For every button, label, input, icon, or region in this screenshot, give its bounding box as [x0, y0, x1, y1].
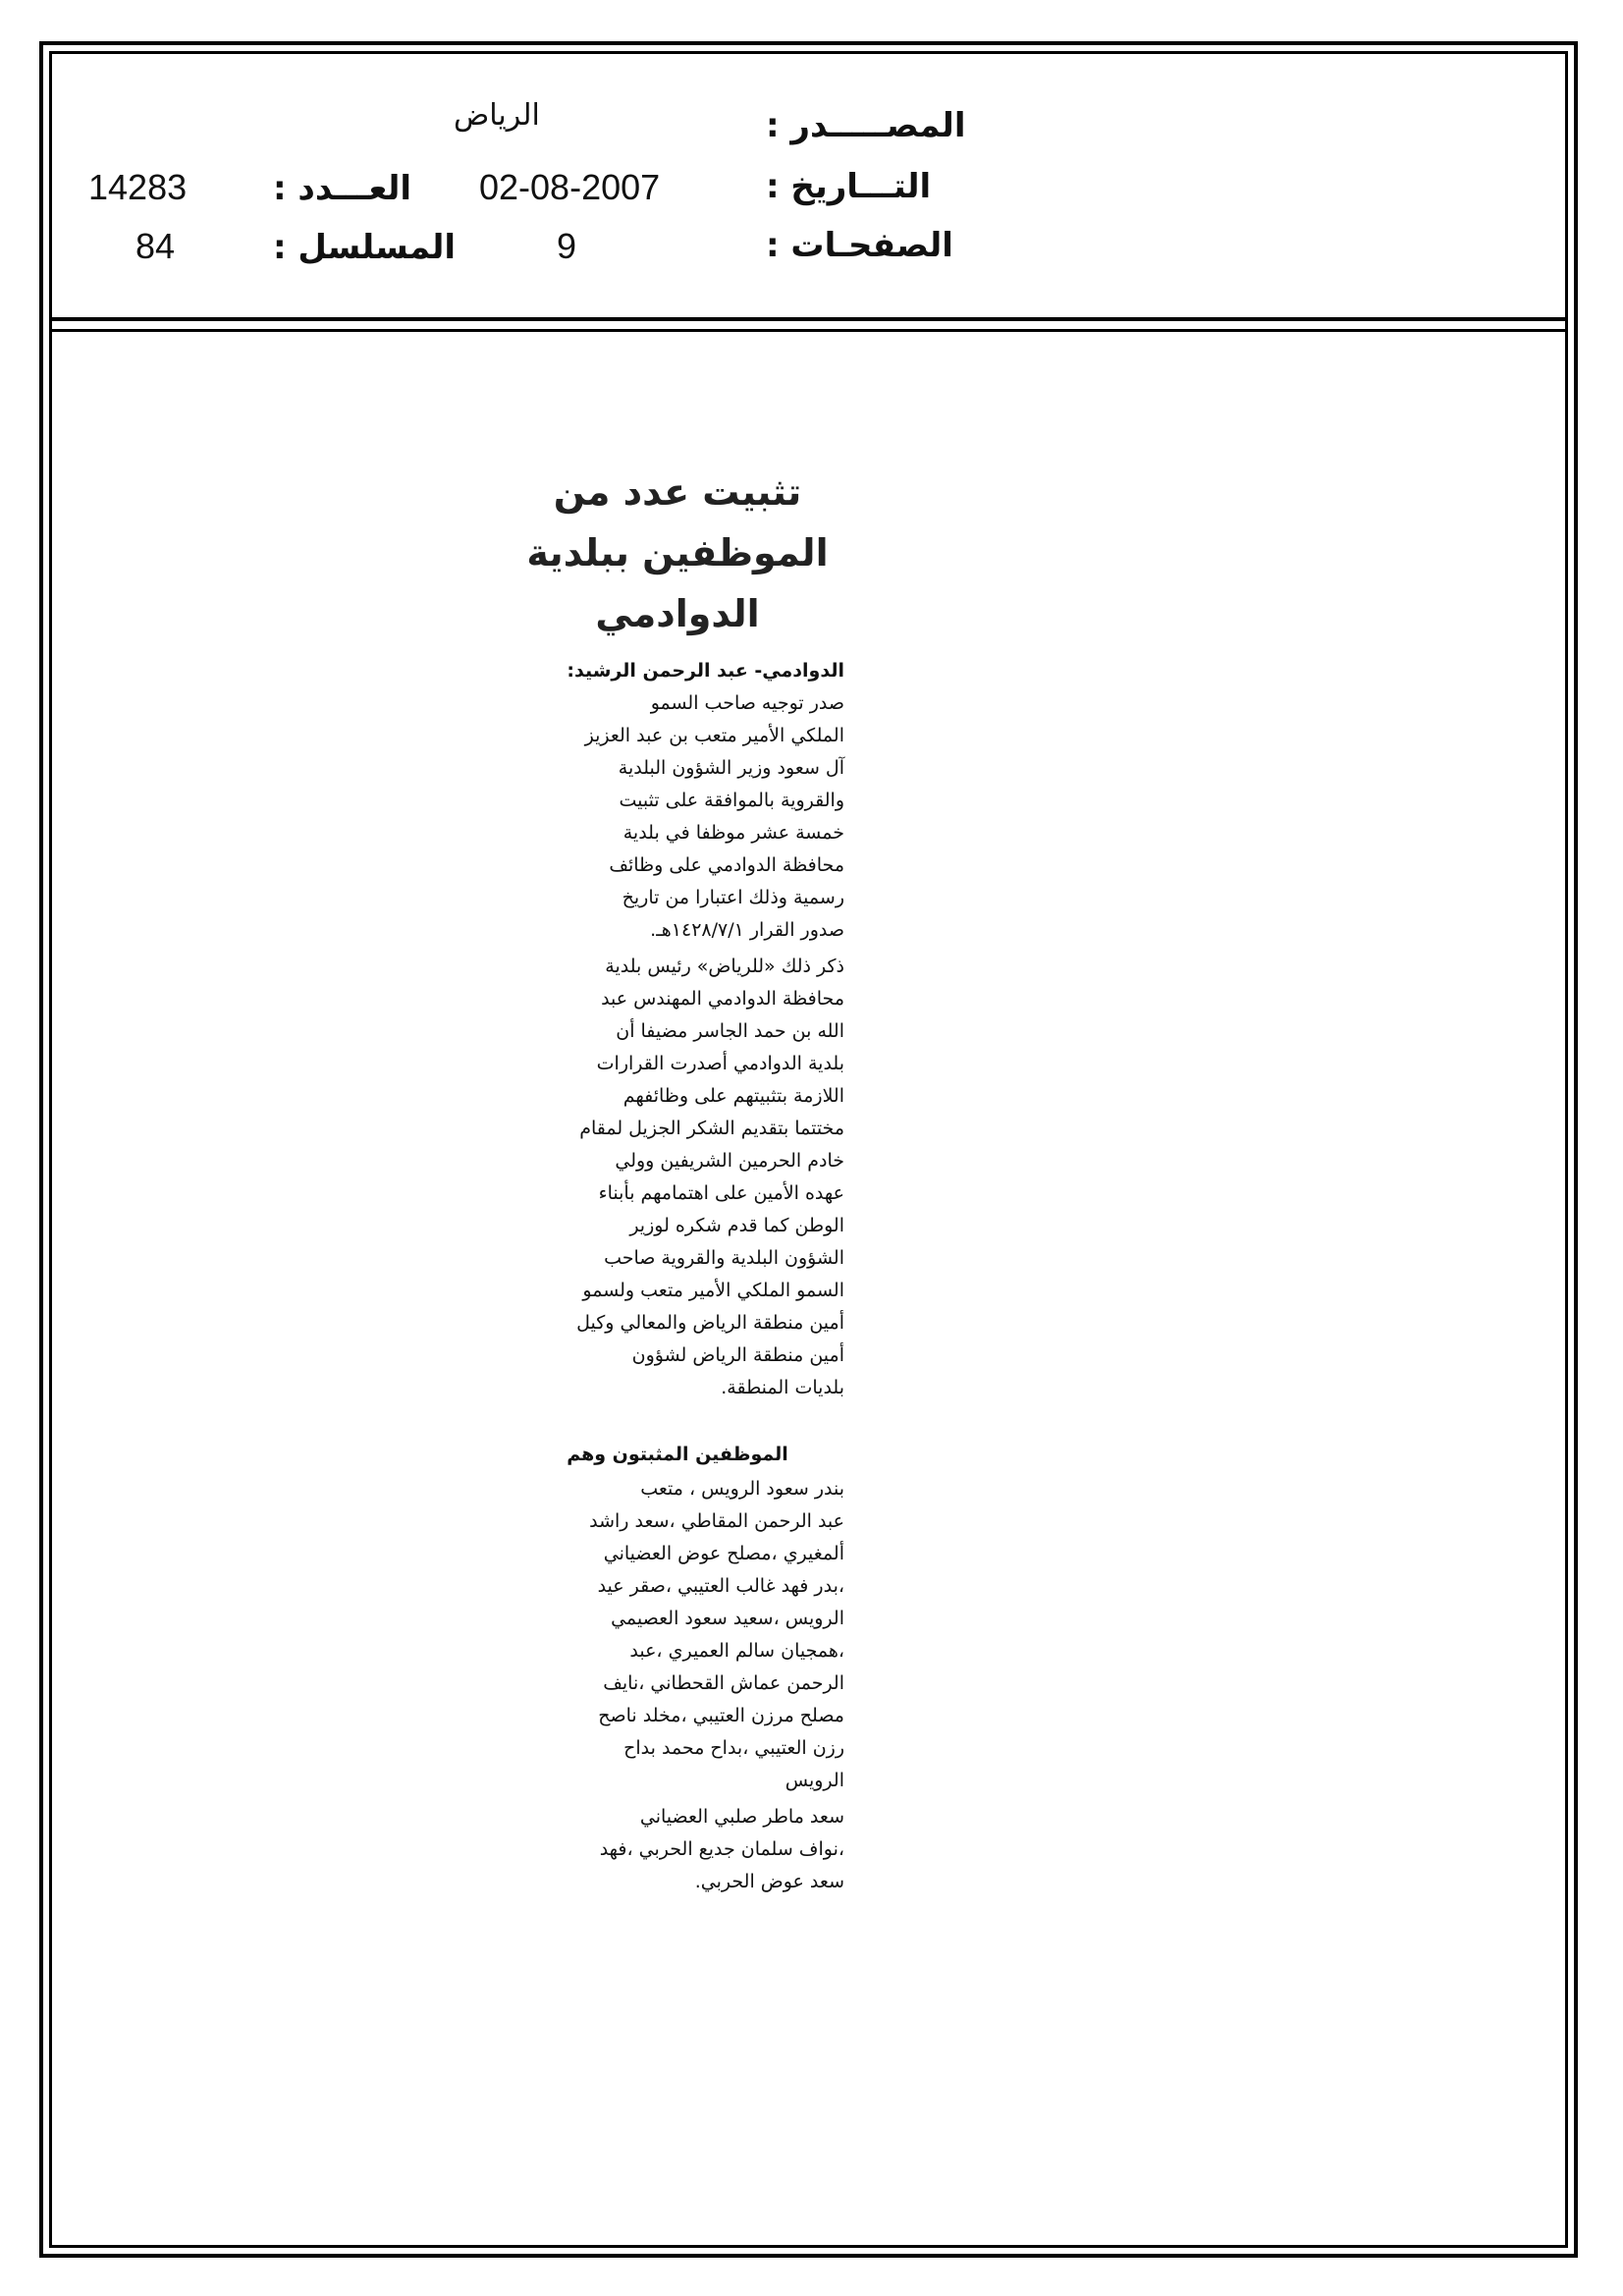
text-line: الوطن كما قدم شكره لوزير — [629, 1215, 844, 1236]
text-line: ذكر ذلك «للرياض» رئيس بلدية — [605, 956, 844, 977]
serial-value: 84 — [135, 226, 176, 266]
text-line: آل سعود وزير الشؤون البلدية — [618, 757, 844, 779]
source-value: الرياض — [454, 98, 540, 133]
text-line: الرويس ،سعيد سعود العصيمي — [611, 1608, 844, 1629]
headline-line-2: الموظفين ببلدية — [526, 531, 829, 574]
text-line: اللازمة بتثبيتهم على وظائفهم — [622, 1085, 844, 1107]
article-subheading: الموظفين المثبتون وهم — [567, 1444, 788, 1465]
text-line: أمين منطقة الرياض لشؤون — [631, 1344, 844, 1366]
text-line: مختتما بتقديم الشكر الجزيل لمقام — [579, 1118, 844, 1139]
text-line: خادم الحرمين الشريفين وولي — [615, 1150, 844, 1172]
text-line: ،بدر فهد غالب العتيبي ،صقر عيد — [597, 1575, 844, 1597]
text-line: خمسة عشر موظفا في بلدية — [622, 822, 844, 844]
text-line: مصلح مرزن العتيبي ،مخلد ناصح — [598, 1705, 844, 1726]
text-line: بندر سعود الرويس ، متعب — [640, 1478, 844, 1500]
text-line: رزن العتيبي ،بداح محمد بداح — [623, 1737, 844, 1759]
serial-label: المسلسل : — [273, 228, 457, 267]
text-line: الرحمن عماش القحطاني ،نايف — [603, 1672, 844, 1694]
text-line: عبد الرحمن المقاطي ،سعد راشد — [589, 1510, 844, 1532]
text-line: سعد عوض الحربي. — [694, 1871, 844, 1892]
header-divider-inner — [49, 329, 1568, 332]
article-paragraph-4 — [511, 1801, 844, 1898]
text-line: ،نواف سلمان جديع الحربي ،فهد — [599, 1838, 844, 1860]
article-byline: الدوادمي- عبد الرحمن الرشيد: — [567, 660, 844, 682]
text-line: صدر توجيه صاحب السمو — [650, 692, 844, 714]
text-line: بلدية الدوادمي أصدرت القرارات — [596, 1053, 844, 1074]
issue-label: العـــدد : — [273, 169, 411, 208]
text-line: الملكي الأمير متعب بن عبد العزيز — [584, 725, 844, 746]
text-line: ألمغيري ،مصلح عوض العضياني — [603, 1543, 844, 1564]
pages-value: 9 — [557, 226, 577, 266]
text-line: السمو الملكي الأمير متعب ولسمو — [582, 1280, 844, 1301]
text-line: الله بن حمد الجاسر مضيفا أن — [616, 1020, 844, 1042]
date-label: التـــاريخ : — [766, 167, 932, 206]
text-line: أمين منطقة الرياض والمعالي وكيل — [576, 1312, 844, 1334]
article-headline — [491, 462, 864, 644]
text-line: صدور القرار ١٤٢٨/٧/١هـ. — [650, 919, 844, 941]
issue-value: 14283 — [88, 167, 188, 207]
source-label: المصـــــدر : — [766, 106, 966, 145]
article-paragraph-2 — [511, 951, 844, 1404]
text-line: الشؤون البلدية والقروية صاحب — [604, 1247, 844, 1269]
text-line: الرويس — [784, 1770, 844, 1791]
article-paragraph-1 — [511, 687, 844, 947]
text-line: محافظة الدوادمي المهندس عبد — [601, 988, 844, 1010]
text-line: رسمية وذلك اعتبارا من تاريخ — [622, 887, 844, 908]
date-value: 02-08-2007 — [479, 167, 661, 207]
text-line: ،همجيان سالم العميري ،عبد — [629, 1640, 844, 1662]
text-line: عهده الأمين على اهتمامهم بأبناء — [598, 1182, 844, 1204]
text-line: بلديات المنطقة. — [721, 1377, 844, 1398]
headline-line-3: الدوادمي — [595, 592, 760, 635]
pages-label: الصفحـات : — [766, 226, 953, 265]
text-line: سعد ماطر صلبي العضياني — [639, 1806, 844, 1828]
headline-line-1: تثبيت عدد من — [553, 470, 802, 514]
header-divider — [49, 317, 1568, 321]
text-line: والقروية بالموافقة على تثبيت — [619, 790, 844, 811]
article-paragraph-3 — [511, 1473, 844, 1797]
text-line: محافظة الدوادمي على وظائف — [609, 854, 844, 876]
